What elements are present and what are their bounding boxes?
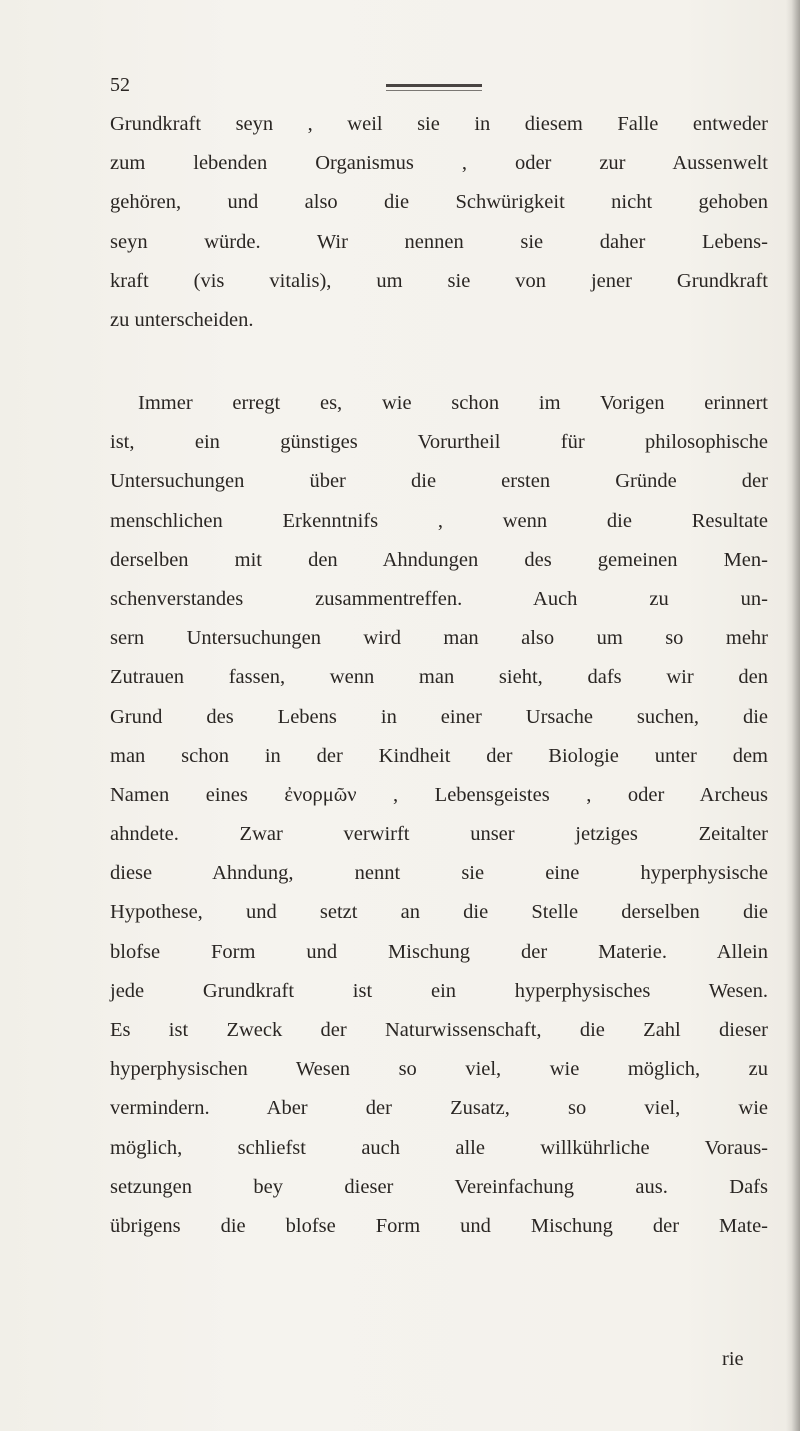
text-line: möglich, schliefst auch alle willkührliche Voraus- <box>110 1136 768 1159</box>
text-line: Grund des Lebens in einer Ursache suchen, die <box>110 705 768 728</box>
header-rule <box>386 84 482 87</box>
text-line: gehören, und also die Schwürigkeit nicht gehoben <box>110 191 768 214</box>
text-line: hyperphysischen Wesen so viel, wie möglich, zu <box>110 1058 768 1081</box>
text-line: man schon in der Kindheit der Biologie unter dem <box>110 744 768 767</box>
text-line: blofse Form und Mischung der Materie. Allein <box>110 940 768 963</box>
text-line: setzungen bey dieser Vereinfachung aus. Dafs <box>110 1175 768 1198</box>
text-line: sern Untersuchungen wird man also um so mehr <box>110 627 768 650</box>
text-line: seyn würde. Wir nennen sie daher Lebens- <box>110 230 768 253</box>
text-line: Immer erregt es, wie schon im Vorigen erinnert <box>138 392 768 414</box>
text-line: Zutrauen fassen, wenn man sieht, dafs wir den <box>110 666 768 689</box>
text-line: jede Grundkraft ist ein hyperphysisches Wesen. <box>110 979 768 1002</box>
text-line: schenverstandes zusammentreffen. Auch zu un- <box>110 587 768 610</box>
text-line: vermindern. Aber der Zusatz, so viel, wie <box>110 1097 768 1120</box>
paragraph-2 <box>110 384 768 1246</box>
paragraph-1 <box>110 105 768 340</box>
page-number: 52 <box>110 74 130 96</box>
catchword: rie <box>722 1348 744 1370</box>
text-line: ist, ein günstiges Vorurtheil für philosophische <box>110 431 768 454</box>
text-line: Untersuchungen über die ersten Gründe der <box>110 470 768 493</box>
text-line: zu unterscheiden. <box>110 308 254 331</box>
header-rule-thin <box>386 90 482 91</box>
page-edge-shadow <box>786 0 800 1431</box>
text-line: Hypothese, und setzt an die Stelle derselben die <box>110 901 768 924</box>
text-line: menschlichen Erkenntnifs , wenn die Resultate <box>110 509 768 532</box>
text-line: ahndete. Zwar verwirft unser jetziges Zeitalter <box>110 823 768 846</box>
text-line: derselben mit den Ahndungen des gemeinen Men- <box>110 548 768 571</box>
text-line: Es ist Zweck der Naturwissenschaft, die Zahl dieser <box>110 1019 768 1041</box>
text-line: Grundkraft seyn , weil sie in diesem Falle entweder <box>110 113 768 135</box>
text-line: Namen eines ἐνορμῶν , Lebensgeistes , oder Archeus <box>110 783 768 806</box>
text-line: kraft (vis vitalis), um sie von jener Grundkraft <box>110 269 768 292</box>
text-line: diese Ahndung, nennt sie eine hyperphysische <box>110 862 768 885</box>
text-line: übrigens die blofse Form und Mischung der Mate- <box>110 1214 768 1237</box>
text-line: zum lebenden Organismus , oder zur Aussenwelt <box>110 152 768 175</box>
